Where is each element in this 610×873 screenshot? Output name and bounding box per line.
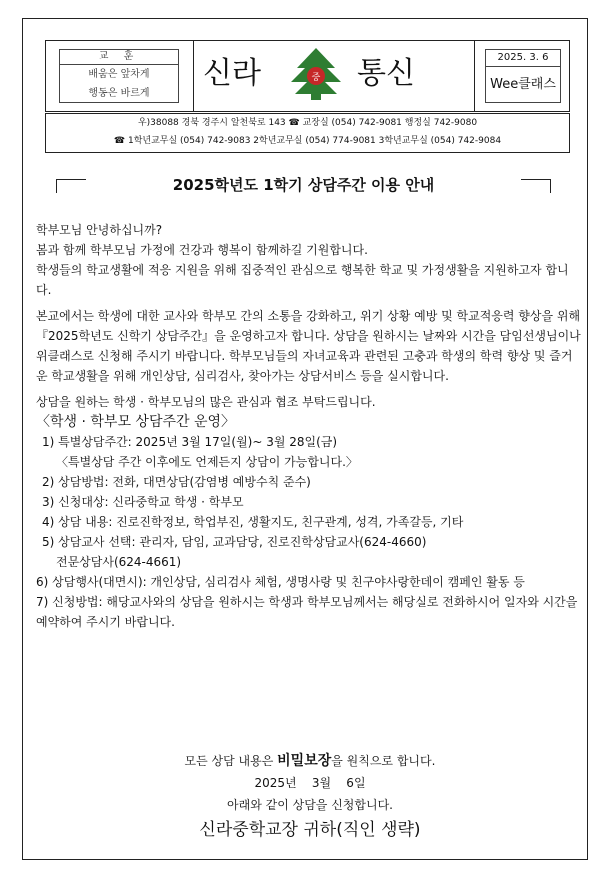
closing-block (36, 750, 584, 844)
phone-line: ☎ 1학년교무실 (054) 742-9083 2학년교무실 (054) 774-9081 3학년교무실 (054) 742-9084 (113, 136, 502, 146)
intro-line: 봄과 함께 학부모님 가정에 건강과 행복이 함께하길 기원합니다. (36, 243, 368, 257)
issue-date: 2025. 3. 6 (486, 50, 560, 67)
school-emblem-icon (283, 46, 349, 102)
confidentiality-emphasis: 비밀보장 (277, 753, 332, 769)
closing-date: 2025년 3월 6일 (254, 776, 366, 790)
newsletter-name-right: 통신 (357, 56, 415, 91)
intro-line: 학생들의 학교생활에 적응 지원을 위해 집중적인 관심으로 행복한 학교 및 가정생활을 지원하고자 합니다. (36, 263, 569, 297)
document-title: 2025학년도 1학기 상담주간 이용 안내 (172, 176, 435, 194)
motto-line-2: 행동은 바르게 (88, 88, 150, 99)
school-motto-box (59, 49, 179, 103)
main-paragraph: 본교에서는 학생에 대한 교사와 학부모 간의 소통을 강화하고, 위기 상황 예방 및 학교적응력 향상을 위해『2025학년도 신학기 상담주간』을 운영하고자 합니다. 상담을 원하시는 날짜와 시간을 담임선생님이나 위클래스로 신청해 주시기 바랍니다. 학부모님들의 자녀교육과 관련된 고충과 학생의 학력 향상 및 즐거운 학교생활을 위해 개인상담, 심리검사, 찾아가는 상담서비스 등을 실시합니다. (36, 309, 581, 383)
address-line: 우)38088 경북 경주시 알천북로 143 ☎ 교장실 (054) 742-9081 행정실 742-9080 (137, 118, 478, 128)
list-item: 6) 상담행사(대면시): 개인상담, 심리검사 체험, 생명사랑 및 친구야사랑한데이 캠페인 활동 등 (36, 575, 525, 589)
header-divider (474, 40, 475, 112)
header-divider (193, 40, 194, 112)
confidentiality-note: 모든 상담 내용은 비밀보장을 원칙으로 합니다. (184, 753, 436, 769)
title-bracket-left (56, 179, 86, 193)
motto-line-1: 배움은 앞차게 (88, 69, 150, 80)
request-paragraph: 상담을 원하는 학생 · 학부모님의 많은 관심과 협조 부탁드립니다. (36, 395, 376, 409)
principal-signature: 신라중학교장 귀하(직인 생략) (199, 820, 421, 840)
list-item-continued: 전문상담사(624-4661) (56, 555, 182, 569)
school-contact-info (45, 113, 570, 153)
title-bracket-right (521, 179, 551, 193)
list-item: 1) 특별상담주간: 2025년 3월 17일(월)~ 3월 28일(금) (42, 435, 338, 449)
newsletter-name-left: 신라 (203, 56, 261, 91)
list-item: 4) 상담 내용: 진로진학정보, 학업부진, 생활지도, 친구관계, 성격, 가족갈등, 기타 (42, 515, 464, 529)
issue-info-box (485, 49, 561, 103)
list-item: 2) 상담방법: 전화, 대면상담(감염병 예방수칙 준수) (42, 475, 311, 489)
list-item: 3) 신청대상: 신라중학교 학생 · 학부모 (42, 495, 244, 509)
list-item: 5) 상담교사 선택: 관리자, 담임, 교과담당, 진로진학상담교사(624-4660) (42, 535, 427, 549)
newsletter-header (45, 40, 570, 170)
list-item-note: 〈특별상담 주간 이후에도 언제든지 상담이 가능합니다.〉 (56, 455, 358, 469)
issuing-office: Wee클래스 (490, 77, 556, 92)
motto-title: 교 훈 (60, 50, 178, 65)
list-item: 7) 신청방법: 해당교사와의 상담을 원하시는 학생과 학부모님께서는 해당실로 전화하시어 일자와 시간을 예약하여 주시기 바랍니다. (36, 595, 578, 629)
application-note: 아래와 같이 상담을 신청합니다. (227, 798, 393, 812)
letter-body (36, 220, 584, 632)
greeting: 학부모님 안녕하십니까? (36, 223, 163, 237)
svg-text:중: 중 (311, 73, 321, 83)
section-title: 〈학생 · 학부모 상담주간 운영〉 (36, 414, 236, 430)
